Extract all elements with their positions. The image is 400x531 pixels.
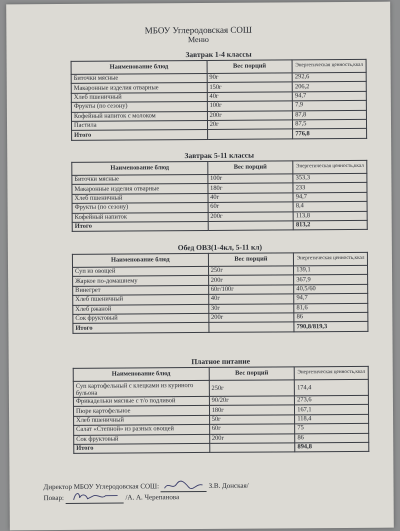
section-breakfast-5-11: [71, 148, 368, 232]
total-label: Итого: [74, 443, 210, 453]
total-weight: [209, 443, 295, 453]
cook-label: Повар:: [43, 493, 64, 503]
dish-cell: Биточки мясные: [71, 73, 207, 83]
dish-cell: Салат «Степной» из разных овощей: [74, 425, 210, 435]
total-row: [72, 129, 367, 140]
total-weight: [208, 221, 294, 231]
dish-cell: Суп из овощей: [73, 266, 209, 276]
total-weight: [207, 129, 293, 139]
energy-cell: 273,6: [295, 395, 369, 405]
col-energy: Энергетическая ценность,ккал: [294, 252, 368, 266]
col-weight: Вес порций: [208, 253, 294, 267]
dish-cell: Кофейный напиток: [72, 212, 208, 222]
dish-cell: Макаронные изделия отварные: [71, 83, 207, 93]
menu-table: [73, 366, 370, 454]
energy-cell: 87,8: [293, 110, 367, 120]
dish-cell: Сок фруктовый: [74, 434, 210, 444]
col-dish: Наименование блюд: [73, 367, 209, 381]
energy-cell: 174,4: [295, 379, 369, 396]
weight-cell: 200г: [209, 433, 295, 443]
energy-cell: 233: [293, 183, 367, 193]
section-paid-meals: [73, 354, 370, 454]
energy-cell: 206,2: [292, 82, 366, 92]
weight-cell: 60г: [209, 424, 295, 434]
school-name: МБОУ Углеродовская СОШ: [144, 24, 253, 36]
total-energy: 813,2: [293, 220, 367, 230]
dish-cell: Сок фруктовый: [73, 313, 209, 323]
cook-line: [44, 491, 374, 504]
weight-cell: 200г: [209, 313, 295, 323]
weight-cell: 50г: [209, 415, 295, 425]
section-breakfast-1-4: [70, 47, 367, 141]
col-dish: Наименование блюд: [72, 253, 208, 267]
col-energy: Энергетическая ценность,ккал: [293, 160, 367, 174]
total-weight: [209, 322, 295, 332]
col-weight: Вес порций: [207, 60, 293, 74]
dish-cell: Биточки мясные: [72, 174, 208, 184]
menu-table: [72, 252, 369, 334]
col-energy: Энергетическая ценность,ккал: [292, 59, 366, 73]
energy-cell: 40,5/60: [294, 284, 368, 294]
section-title: Завтрак 1-4 классы: [185, 49, 252, 60]
section-title: Платное питание: [191, 356, 251, 367]
dish-cell: Фрукты (по сезону): [71, 102, 207, 112]
section-title: Завтрак 5-11 классы: [184, 150, 254, 161]
energy-cell: 118,4: [295, 414, 369, 424]
weight-cell: 60г: [208, 202, 294, 212]
weight-cell: 90г: [207, 73, 293, 83]
dish-cell: Пастила: [71, 120, 207, 130]
energy-cell: 81,6: [294, 303, 368, 313]
weight-cell: 100г: [208, 174, 294, 184]
col-energy: Энергетическая ценность,ккал: [294, 366, 368, 380]
menu-sheet: [6, 2, 394, 531]
energy-cell: 86: [295, 433, 369, 443]
energy-cell: 7,9: [293, 101, 367, 111]
col-dish: Наименование блюд: [72, 161, 208, 175]
energy-cell: 167,1: [295, 405, 369, 415]
dish-cell: Макаронные изделия отварные: [72, 184, 208, 194]
menu-table: [71, 59, 368, 141]
energy-cell: 353,3: [293, 173, 367, 183]
director-signature: [161, 483, 207, 492]
signature-block: [44, 480, 374, 504]
weight-cell: 90/20г: [209, 396, 295, 406]
dish-cell: Суп картофельный с клецками из куриного бульона: [73, 380, 209, 397]
energy-cell: 113,8: [293, 211, 367, 221]
dish-cell: Хлеб пшеничный: [73, 295, 209, 305]
weight-cell: 250г: [209, 380, 295, 397]
total-energy: 776,8: [293, 129, 367, 139]
dish-cell: Жаркое по-домашнему: [73, 276, 209, 286]
weight-cell: 250г: [208, 266, 294, 276]
energy-cell: 87,5: [293, 119, 367, 129]
energy-cell: 292,6: [292, 72, 366, 82]
dish-cell: Пюре картофельное: [73, 406, 209, 416]
energy-cell: 86: [294, 312, 368, 322]
weight-cell: 150г: [207, 82, 293, 92]
weight-cell: 40г: [208, 193, 294, 203]
document-header: [6, 24, 390, 47]
director-label: Директор МБОУ Углеродовская СОШ:: [43, 482, 160, 492]
energy-cell: 139,1: [294, 265, 368, 275]
section-title: Обед ОВЗ(1-4кл, 5-11 кл): [177, 242, 262, 253]
weight-cell: 40г: [208, 294, 294, 304]
dish-cell: Фрукты (по сезону): [72, 203, 208, 213]
energy-cell: 8,4: [293, 202, 367, 212]
weight-cell: 20г: [207, 120, 293, 130]
col-weight: Вес порций: [207, 161, 293, 175]
total-label: Итого: [72, 221, 208, 231]
dish-cell: Кофейный напиток с молоком: [71, 111, 207, 121]
director-name: З.В. Донская/: [208, 481, 249, 490]
energy-cell: 94,7: [293, 192, 367, 202]
energy-cell: 94,7: [293, 91, 367, 101]
total-label: Итого: [72, 130, 208, 140]
cook-name: /А. А. Черепанова: [125, 493, 180, 502]
energy-cell: 367,9: [294, 275, 368, 285]
weight-cell: 40г: [207, 92, 293, 102]
dish-cell: Хлеб пшеничный: [72, 193, 208, 203]
weight-cell: 100г: [207, 101, 293, 111]
total-row: [72, 220, 367, 231]
dish-cell: Хлеб пшеничный: [71, 92, 207, 102]
total-label: Итого: [73, 323, 209, 333]
energy-cell: 75: [295, 423, 369, 433]
weight-cell: 200г: [208, 211, 294, 221]
weight-cell: 200г: [207, 110, 293, 120]
weight-cell: 30г: [208, 303, 294, 313]
weight-cell: 180г: [209, 405, 295, 415]
dish-cell: Фрикадельки мясные с т/о подливой: [73, 396, 209, 406]
section-lunch-ovz: [72, 240, 369, 334]
energy-cell: 94,7: [294, 294, 368, 304]
total-row: [73, 322, 368, 333]
signature-scribble-icon: [68, 490, 126, 502]
dish-cell: Винегрет: [73, 285, 209, 295]
weight-cell: 180г: [208, 183, 294, 193]
menu-title: Меню: [187, 34, 209, 45]
total-energy: 790,8/819,3: [294, 322, 368, 332]
signature-scribble-icon: [161, 479, 207, 491]
cook-signature: [66, 495, 124, 504]
menu-table: [71, 160, 367, 232]
col-weight: Вес порций: [209, 367, 295, 381]
dish-cell: Хлеб пшеничный: [74, 415, 210, 425]
dish-cell: Хлеб ржаной: [73, 304, 209, 314]
weight-cell: 200г: [208, 275, 294, 285]
weight-cell: 60г/100г: [208, 285, 294, 295]
total-energy: 894,8: [295, 442, 369, 452]
total-row: [74, 442, 369, 453]
col-dish: Наименование блюд: [71, 60, 207, 74]
